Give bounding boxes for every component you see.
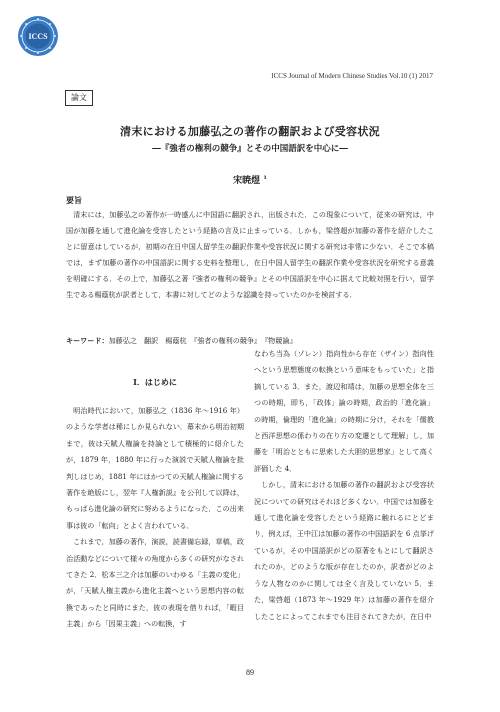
keywords-label: キーワード： (66, 336, 109, 345)
journal-seal-logo-icon (16, 14, 60, 58)
keywords-list: 加藤弘之 翻訳 楊蔭杭 『強者の権利の競争』 『物競論』 (108, 336, 297, 345)
journal-logo (16, 14, 60, 58)
article-type-badge: 論文 (65, 90, 93, 106)
abstract-text: 清末には，加藤弘之の著作が一時盛んに中国語に翻訳され，出版された．この現象について，従来の研究は，中国が加藤を通して進化論を受容したという経路の言及に止まっている．しかも，梁啓超が加藤の著作を紹介したことに留意はしているが，初期の在日中国人留学生の翻訳作業や受容状況に関する研究は非常に少ない．そこで本稿では，まず加藤の著作の中国語訳に関する史料を整理し，在日中国人留学生の翻訳作業や受容状況を研究する意義を明確にする．その上で，加藤弘之著『強者の権利の競争』とその中国語訳を中心に据えて比較対照を行い，留学生である楊蔭杭が訳者として，本書に対してどのような認識を持っていたのかを検討する． (66, 210, 434, 299)
logo-text: ICCS (28, 32, 48, 41)
author-line (0, 173, 500, 186)
abstract-heading: 要旨 (66, 195, 82, 205)
paper-subtitle: ―『強者の権利の競争』とその中国語訳を中心に― (152, 144, 348, 154)
body-paragraph: 明治時代において，加藤弘之（1836 年〜1916 年）のような学者は稀にしか見られない．幕末から明治初期まで，彼は天賦人権論を持論として積極的に紹介したが，1879 年，1880 年に行った演説で天賦人権論を批判しはじめ，1881 年にはかつての天賦人権論に関する著作を絶版にし，翌年『人権新説』を公刊して以降は，もっぱら進化論の研究に努めるようになった．この出来事は彼の「転向」とよく言われている． (66, 406, 244, 530)
body-paragraph: なわち当為（ゾレン）指向性から存在（ザイン）指向性へという思想態度の転換という意味をもっていた」と指摘している 3．また，渡辺和靖は，加藤の思想全体を三つの時期，即ち，「政体」論の時期，政治的「進化論」の時期，倫理的「進化論」の時期に分け，それを「儒教と西洋思想の係わりの在り方の変遷として理解」し，加藤を「明治とともに思索した大胆的思想家」として高く評価した 4． (254, 349, 434, 473)
journal-citation: ICCS Journal of Modern Chinese Studies Vol.10 (1) 2017 (271, 72, 433, 80)
right-column (254, 346, 434, 625)
body-paragraph: これまで，加藤の著作，演説，読書備忘録，草稿，政治活動などについて様々の角度から多くの研究がなされてきた 2．松本三之介は加藤のいわゆる「主義の変化」が，「天賦人権主義から進化主義へという思想内容の転換であったと同時にまた，彼の表現を借りれば，「暇目主義」から「因果主義」への転換，す (66, 537, 244, 629)
author-footnote-marker[interactable]: 1 (263, 175, 267, 181)
body-paragraph: しかし，清末における加藤の著作の翻訳および受容状況についての研究はそれほど多くない．中国では加藤を通して進化論を受容したという経路に触れるにとどまり，例えば，王中江は加藤の著作の中国語訳を 6 点挙げているが，その中国語訳がどの原著をもとにして翻訳されたのか，どのような版が存在したのか，訳者がどのような人物なのかに関しては全く言及していない 5．また，梁啓超（1873 年〜1929 年）は加藤の著作を紹介したことによってこれまでも注目されてきたが，在日中 (254, 480, 434, 621)
paper-title: 清末における加藤弘之の著作の翻訳および受容状況 (120, 125, 380, 138)
left-column (66, 403, 244, 633)
author-name: 宋暁煜 (233, 176, 261, 186)
page-number: 89 (246, 668, 254, 677)
section-heading: I．はじめに (133, 377, 177, 387)
